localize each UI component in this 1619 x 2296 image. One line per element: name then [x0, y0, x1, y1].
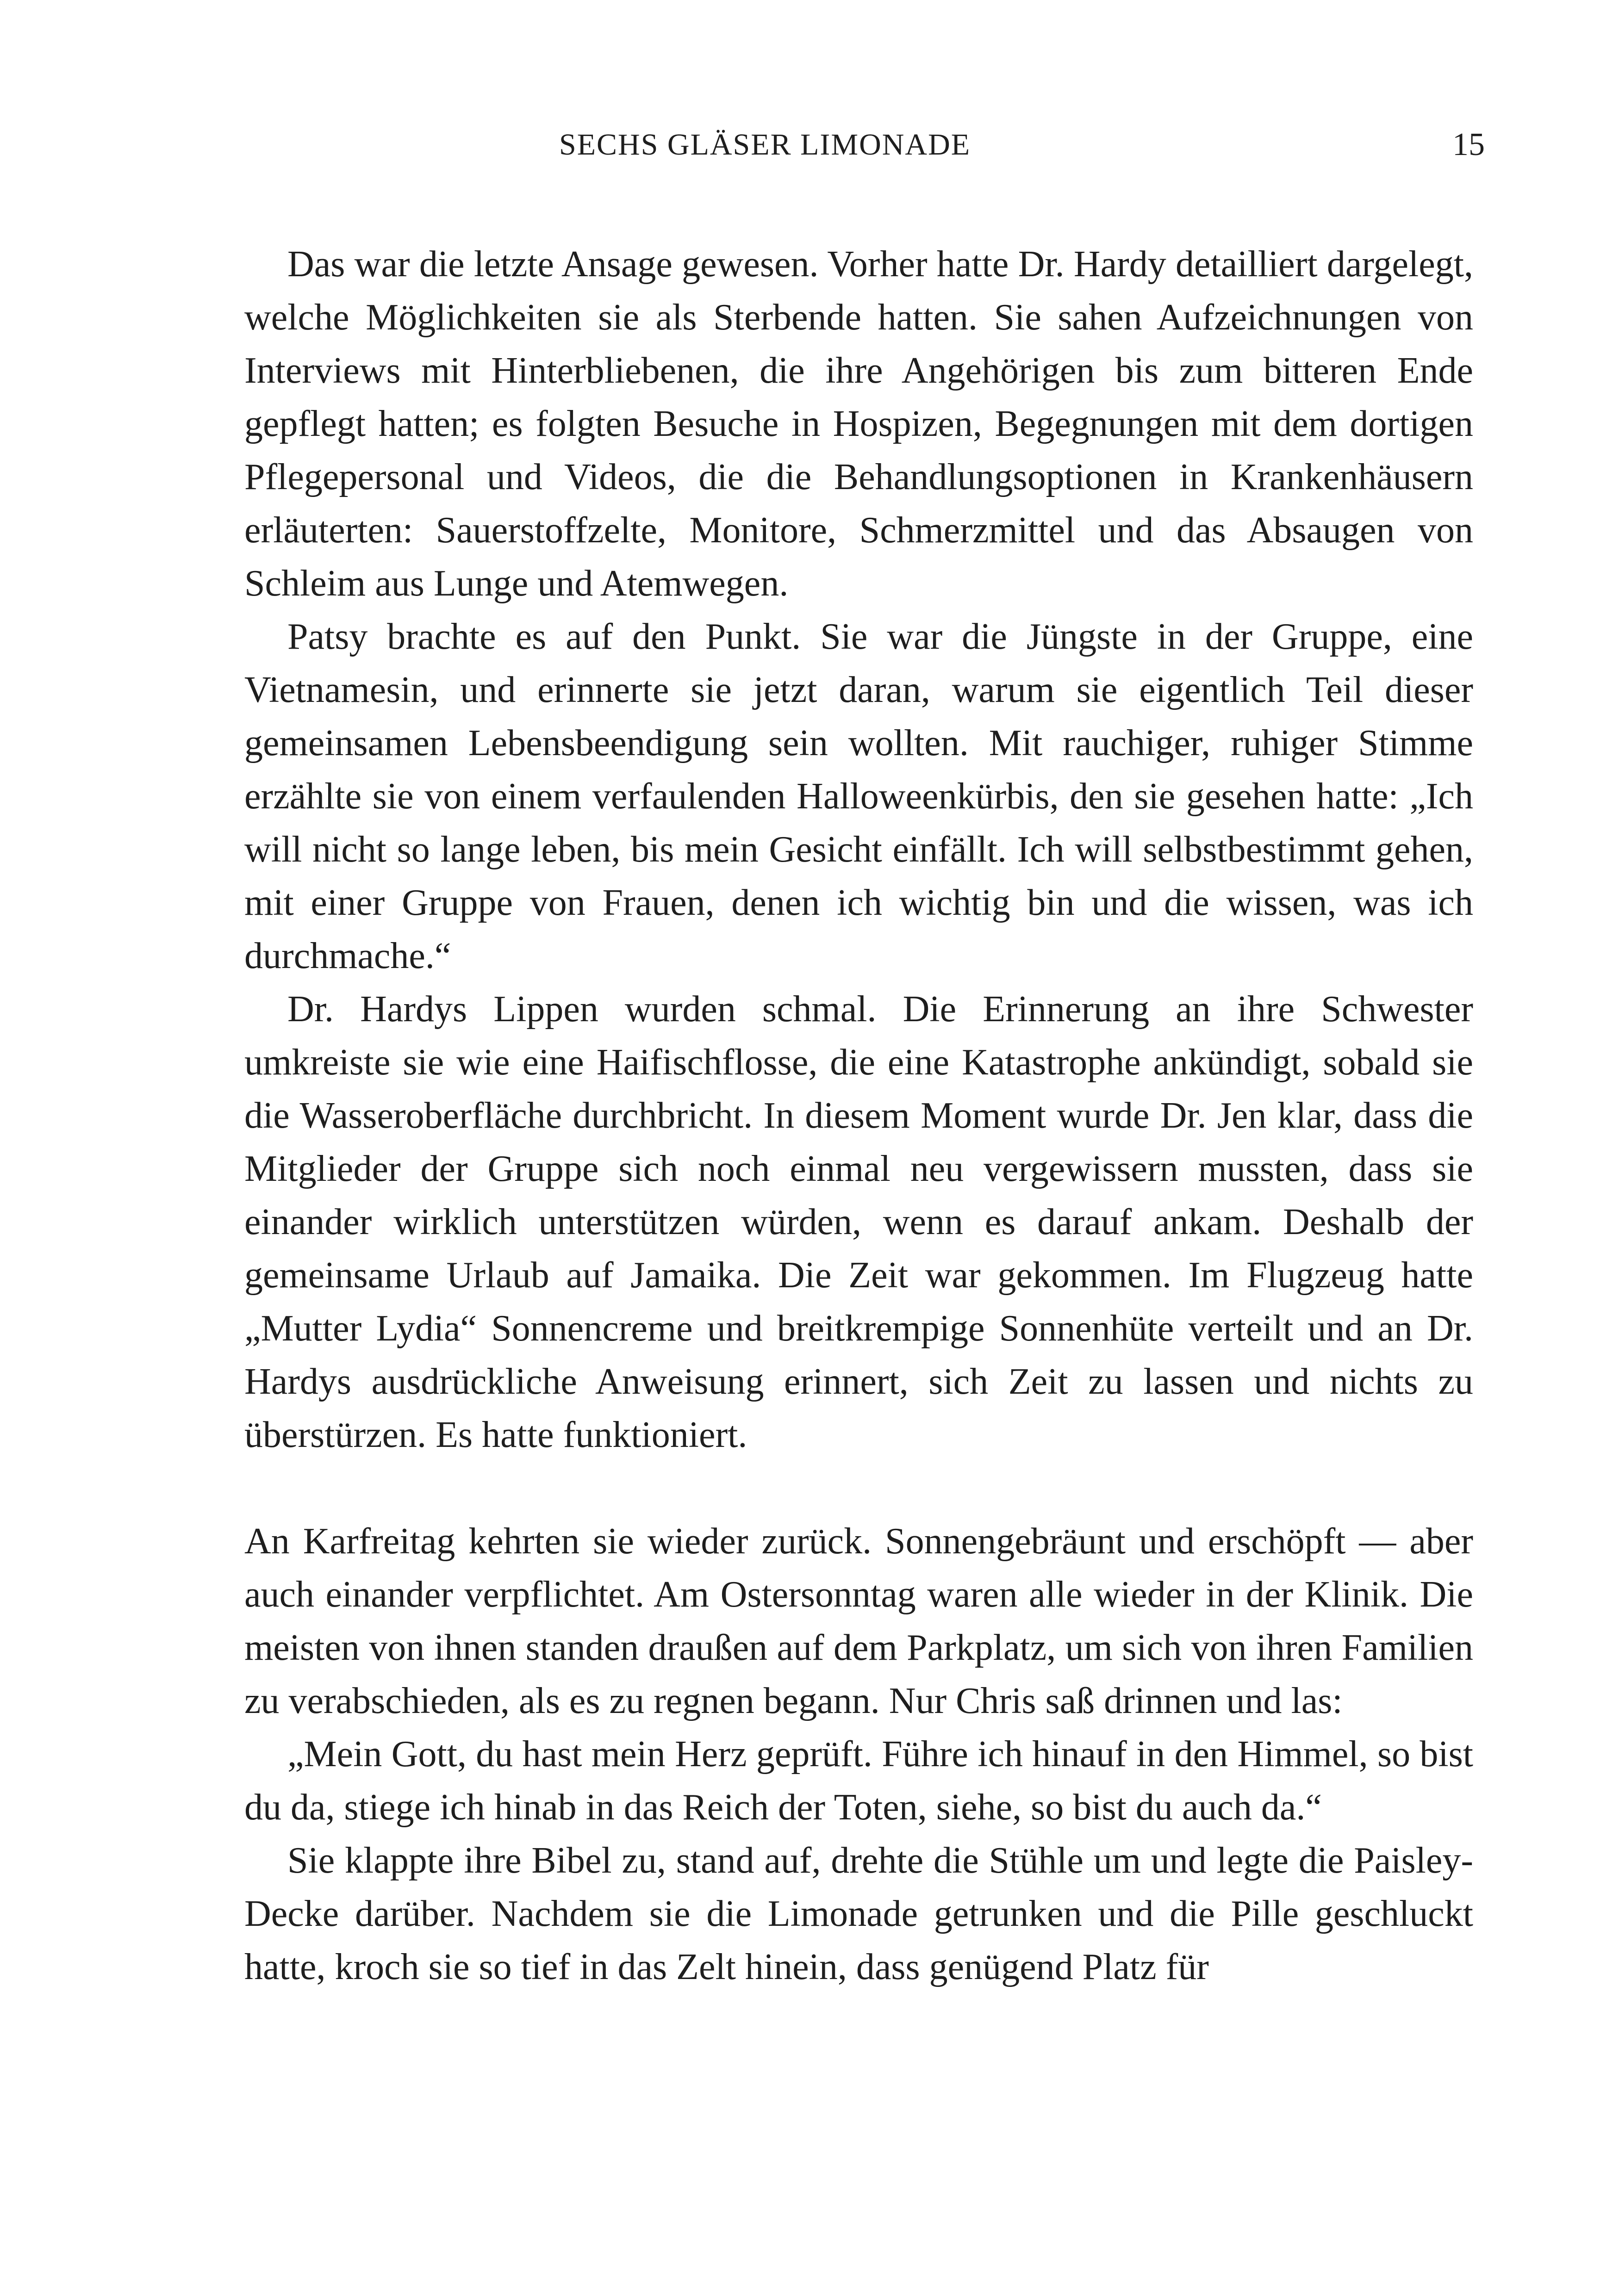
bible-quote-paragraph: „Mein Gott, du hast mein Herz geprüft. Führe ich hinauf in den Himmel, so bist du da, stiege ich hinab in das Reich der Toten, siehe, so bist du auch da.“ — [244, 1734, 1473, 1828]
section-break — [244, 1462, 1473, 1515]
paragraph: Das war die letzte Ansage gewesen. Vorher hatte Dr. Hardy detailliert dargelegt, welche Möglichkeiten sie als Sterbende hatten. Sie sahen Aufzeichnungen von Interviews mit Hinterbliebenen, die ihre Angehörigen bis zum bitteren Ende gepflegt hatten; es folgten Besuche in Hospizen, Begegnungen mit dem dortigen Pflegepersonal und Videos, die die Behandlungsoptionen in Krankenhäusern erläuterten: Sauerstoffzelte, Monitore, Schmerzmittel und das Absaugen von Schleim aus Lunge und Atemwegen. — [244, 244, 1473, 604]
paragraph: An Karfreitag kehrten sie wieder zurück. Sonnengebräunt und erschöpft — aber auch einander verpflichtet. Am Ostersonntag waren alle wieder in der Klinik. Die meisten von ihnen standen draußen auf dem Parkplatz, um sich von ihren Familien zu verabschieden, als es zu regnen begann. Nur Chris saß drinnen und las: — [244, 1521, 1473, 1721]
body-text — [244, 238, 1473, 1994]
paragraph: Patsy brachte es auf den Punkt. Sie war die Jüngste in der Gruppe, eine Vietnamesin, und erinnerte sie jetzt daran, warum sie eigentlich Teil dieser gemeinsamen Lebensbeendigung sein wollten. Mit rauchiger, ruhiger Stimme erzählte sie von einem verfaulenden Halloweenkürbis, den sie gesehen hatte: „Ich will nicht so lange leben, bis mein Gesicht einfällt. Ich will selbstbestimmt gehen, mit einer Gruppe von Frauen, denen ich wichtig bin und die wissen, was ich durchmache.“ — [244, 616, 1473, 976]
page-number: 15 — [1452, 127, 1485, 162]
running-title: SECHS GLÄSER LIMONADE — [559, 128, 971, 161]
paragraph: Sie klappte ihre Bibel zu, stand auf, drehte die Stühle um und legte die Paisley-Decke darüber. Nachdem sie die Limonade getrunken und die Pille geschluckt hatte, kroch sie so tief in das Zelt hinein, dass genügend Platz für — [244, 1840, 1473, 1987]
paragraph: Dr. Hardys Lippen wurden schmal. Die Erinnerung an ihre Schwester umkreiste sie wie eine Haifischflosse, die eine Katastrophe ankündigt, sobald sie die Wasseroberfläche durchbricht. In diesem Moment wurde Dr. Jen klar, dass die Mitglieder der Gruppe sich noch einmal neu vergewissern mussten, dass sie einander wirklich unterstützen würden, wenn es darauf ankam. Deshalb der gemeinsame Urlaub auf Jamaika. Die Zeit war gekommen. Im Flugzeug hatte „Mutter Lydia“ Sonnencreme und breitkrempige Sonnenhüte verteilt und an Dr. Hardys ausdrückliche Anweisung erinnert, sich Zeit zu lassen und nichts zu überstürzen. Es hatte funktioniert. — [244, 989, 1473, 1455]
